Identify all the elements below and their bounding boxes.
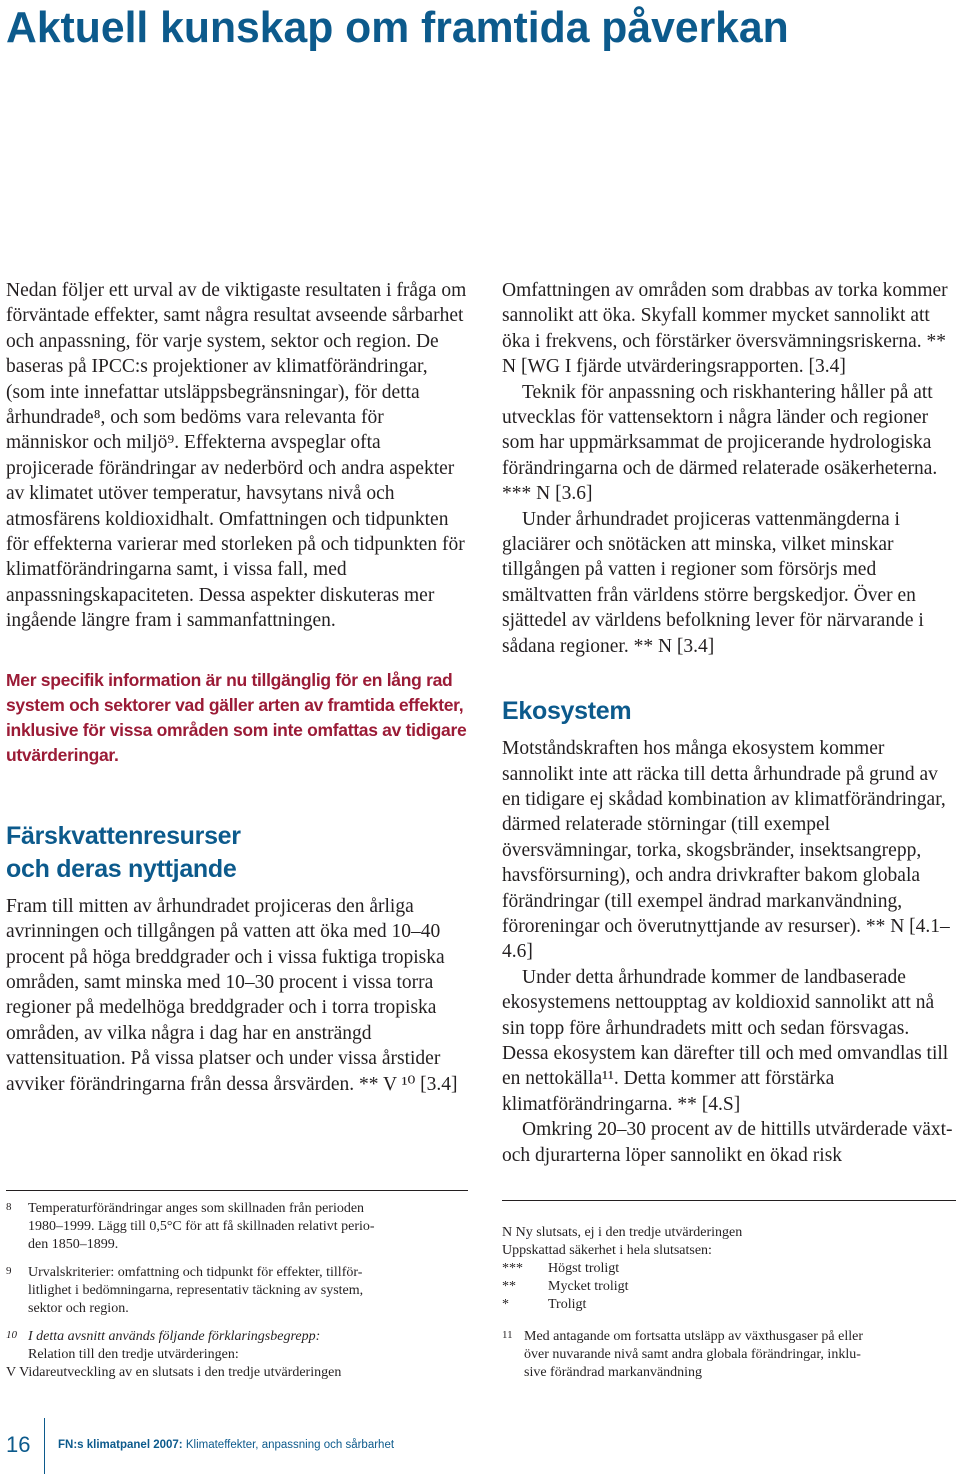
footnote-line: Urvalskriterier: omfattning och tidpunkt för effekter, tillför-	[28, 1265, 363, 1280]
legend-key: *	[502, 1297, 509, 1312]
freshwater-heading	[6, 820, 468, 886]
legend-new-finding: N Ny slutsats, ej i den tredje utvärderingen	[502, 1225, 743, 1240]
legend-label: Troligt	[548, 1297, 587, 1312]
footnote-10	[6, 1328, 468, 1382]
footnote-line: V Vidareutveckling av en slutsats i den tredje utvärderingen	[6, 1365, 342, 1380]
page-title: Aktuell kunskap om framtida påverkan	[6, 3, 789, 52]
footnote-line: Med antagande om fortsatta utsläpp av växthusgaser på eller	[524, 1329, 863, 1344]
legend-key: **	[502, 1279, 516, 1294]
footer-publication-name: FN:s klimatpanel 2007:	[58, 1439, 183, 1451]
footnotes-right	[502, 1224, 956, 1392]
ecosystem-paragraph-3: Omkring 20–30 procent av de hittills utvärderade växt- och djurarterna löper sannolikt en ökad risk	[502, 1119, 953, 1166]
footnote-line: Relation till den tredje utvärderingen:	[28, 1347, 239, 1362]
footnotes-left	[6, 1200, 468, 1392]
highlight-statement: Mer specifik information är nu tillgänglig för en lång rad system och sektorer vad gäller arten av framtida effekter, inklusive för vissa områden som inte omfattas av tidigare utvärderingar.	[6, 669, 467, 765]
footnote-11	[502, 1328, 956, 1382]
footnote-line: I detta avsnitt används följande förklaringsbegrepp:	[28, 1329, 321, 1344]
legend-certainty-title: Uppskattad säkerhet i hela slutsatsen:	[502, 1243, 712, 1258]
footnote-divider-right	[502, 1200, 956, 1201]
legend-label: Högst troligt	[548, 1261, 620, 1276]
footnote-divider-left	[6, 1190, 468, 1191]
ecosystem-heading: Ekosystem	[502, 697, 632, 726]
page-number: 16	[6, 1432, 31, 1457]
footnote-line: litlighet i bedömningarna, representativ täckning av system,	[28, 1283, 364, 1298]
footnote-number: 10	[6, 1329, 17, 1341]
legend-row	[502, 1278, 956, 1296]
freshwater-paragraph: Fram till mitten av århundradet projiceras den årliga avrinningen och tillgången på vatten att öka med 10–40 procent på höga breddgrader och i vissa fuktiga tropiska områden, samt minska med 10–30 procent i vissa torra regioner på medelhöga breddgrader och i torra tropiska områden, av vilka några i dag har en ansträngd vattensituation. På vissa platser och under vissa årstider avviker förändringarna från dessa årsvärden. ** V ¹⁰ [3.4]	[6, 895, 458, 1095]
page-footer	[0, 1418, 960, 1477]
footer-subtitle: Klimateffekter, anpassning och sårbarhet	[185, 1439, 395, 1451]
footnote-9	[6, 1264, 468, 1318]
ecosystem-paragraph-1: Motståndskraften hos många ekosystem kommer sannolikt inte att räcka till detta århundrade på grund av en tidigare ej skådad kombination av klimatförändringar, därmed relaterade störningar (till exempel översvämningar, torka, skogsbränder, insektsangrepp, havsförsurning), och andra drivkrafter bakom globala förändringar (till exempel ändrad markanvändning, föroreningar och överutnyttjande av resurser). ** N [4.1–4.6]	[502, 738, 950, 963]
footnote-line: sive förändrad markanvändning	[524, 1365, 703, 1380]
footnote-line: Temperaturförändringar anges som skillnaden från perioden	[28, 1201, 365, 1216]
legend-label: Mycket troligt	[548, 1279, 629, 1294]
right-column	[502, 278, 956, 1168]
adaptation-paragraph: Teknik för anpassning och riskhantering håller på att utvecklas för vattensektorn i några länder och regioner som har uppmärksammat de projicerande hydrologiska förändringarna och de därmed relaterade osäkerheterna. *** N [3.6]	[502, 381, 938, 505]
footer-divider	[44, 1418, 45, 1474]
intro-paragraph: Nedan följer ett urval av de viktigaste resultaten i fråga om förväntade effekter, samt några resultat avseende sårbarhet och anpassning, för varje system, sektor och region. De baseras på IPCC:s projektioner av klimatförändringar, (som inte innefattar utsläppsbegränsningar), för detta århundrade⁸, och som bedöms vara relevanta för människor och miljö⁹. Effekterna avspeglar ofta projicerade förändringar av nederbörd och andra aspekter av klimatet utöver temperatur, havsytans nivå och atmosfärens koldioxidhalt. Omfattningen och tidpunkten för effekterna varierar med storleken på och tidpunkten för klimatförändringarna samt, i vissa fall, med anpassningskapaciteten. Dessa aspekter diskuteras mer ingående längre fram i sammanfattningen.	[6, 280, 467, 632]
drought-paragraph: Omfattningen av områden som drabbas av torka kommer sannolikt att öka. Skyfall kommer mycket sannolikt att öka i frekvens, och förstärker översvämningsriskerna. ** N [WG I fjärde utvärderingsrapporten. [3.4]	[502, 280, 948, 378]
footnote-line: den 1850–1899.	[28, 1237, 119, 1252]
footnote-line: sektor och region.	[28, 1301, 129, 1316]
glacier-paragraph: Under århundradet projiceras vattenmängderna i glaciärer och snötäcken att minska, vilket minskar tillgången på vatten i regioner som försörjs med smältvatten från världens större bergskedjor. Över en sjättedel av världens befolkning lever för närvarande i sådana regioner. ** N [3.4]	[502, 508, 924, 657]
legend-row	[502, 1260, 956, 1278]
footnote-8	[6, 1200, 468, 1254]
freshwater-heading-line1: Färskvattenresurser	[6, 821, 241, 850]
freshwater-heading-line2: och deras nyttjande	[6, 854, 237, 883]
ecosystem-paragraph-2: Under detta århundrade kommer de landbaserade ekosystemens nettoupptag av koldioxid sannolikt att nå sin topp före århundradets mitt och sedan försvagas. Dessa ekosystem kan därefter till och med omvandlas till en nettokälla¹¹. Detta kommer att förstärka klimatförändringarna. ** [4.S]	[502, 966, 949, 1115]
footnote-number: 11	[502, 1329, 513, 1341]
footnote-number: 8	[6, 1201, 12, 1213]
footnote-line: över nuvarande nivå samt andra globala förändringar, inklu-	[524, 1347, 861, 1362]
legend-key: ***	[502, 1261, 523, 1276]
footnote-line: 1980–1999. Lägg till 0,5°C för att få skillnaden relativt perio-	[28, 1219, 375, 1234]
legend-row	[502, 1296, 956, 1314]
footer-publication	[58, 1439, 394, 1451]
left-column	[6, 278, 468, 1097]
footnote-number: 9	[6, 1265, 12, 1277]
